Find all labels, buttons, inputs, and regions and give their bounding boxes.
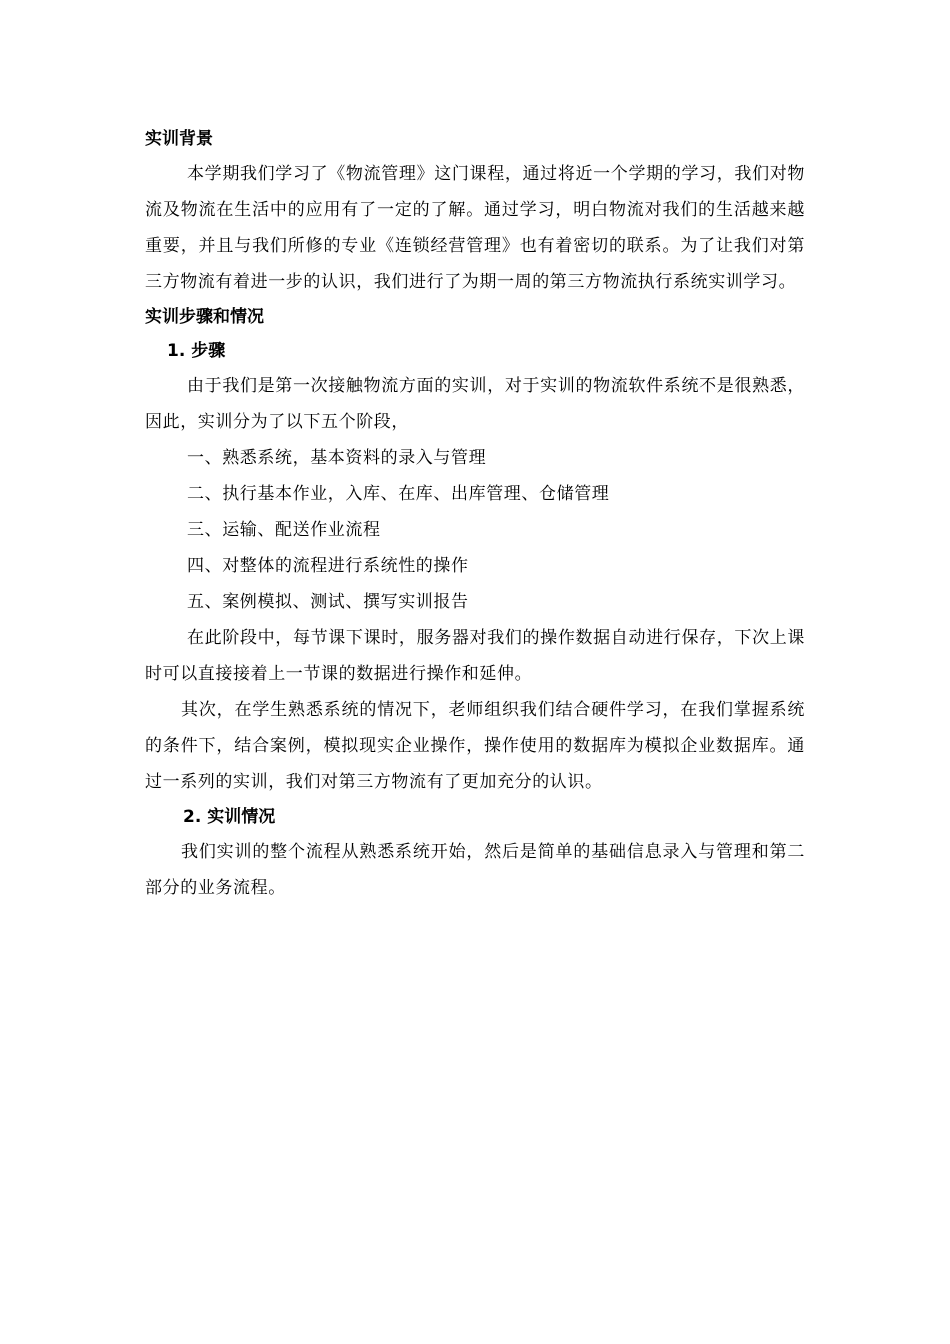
paragraph-data-save: 在此阶段中，每节课下课时，服务器对我们的操作数据自动进行保存，下次上课时可以直接接着上一节课的数据进行操作和延伸。 <box>145 628 805 684</box>
stage-item-2: 二、执行基本作业，入库、在库、出库管理、仓储管理 <box>187 484 610 504</box>
section-title-background: 实训背景 <box>145 129 213 149</box>
stage-item-4: 四、对整体的流程进行系统性的操作 <box>187 556 469 576</box>
stage-item-1: 一、熟悉系统，基本资料的录入与管理 <box>187 448 487 468</box>
stage-item-3: 三、运输、配送作业流程 <box>187 520 381 540</box>
subsection-title-situation: 2. 实训情况 <box>183 807 276 827</box>
subsection-title-steps: 1. 步骤 <box>167 341 226 361</box>
stage-item-5: 五、案例模拟、测试、撰写实训报告 <box>187 592 469 612</box>
paragraph-steps-intro: 由于我们是第一次接触物流方面的实训，对于实训的物流软件系统不是很熟悉，因此，实训分为了以下五个阶段， <box>145 376 805 432</box>
paragraph-hardware-learning: 其次，在学生熟悉系统的情况下，老师组织我们结合硬件学习，在我们掌握系统的条件下，结合案例，模拟现实企业操作，操作使用的数据库为模拟企业数据库。通过一系列的实训，我们对第三方物流有了更加充分的认识。 <box>145 700 805 792</box>
paragraph-situation: 我们实训的整个流程从熟悉系统开始，然后是简单的基础信息录入与管理和第二部分的业务流程。 <box>145 842 805 898</box>
paragraph-background: 本学期我们学习了《物流管理》这门课程，通过将近一个学期的学习，我们对物流及物流在生活中的应用有了一定的了解。通过学习，明白物流对我们的生活越来越重要，并且与我们所修的专业《连锁经营管理》也有着密切的联系。为了让我们对第三方物流有着进一步的认识，我们进行了为期一周的第三方物流执行系统实训学习。 <box>145 164 805 292</box>
document-body <box>145 122 805 906</box>
section-title-steps: 实训步骤和情况 <box>145 307 264 327</box>
